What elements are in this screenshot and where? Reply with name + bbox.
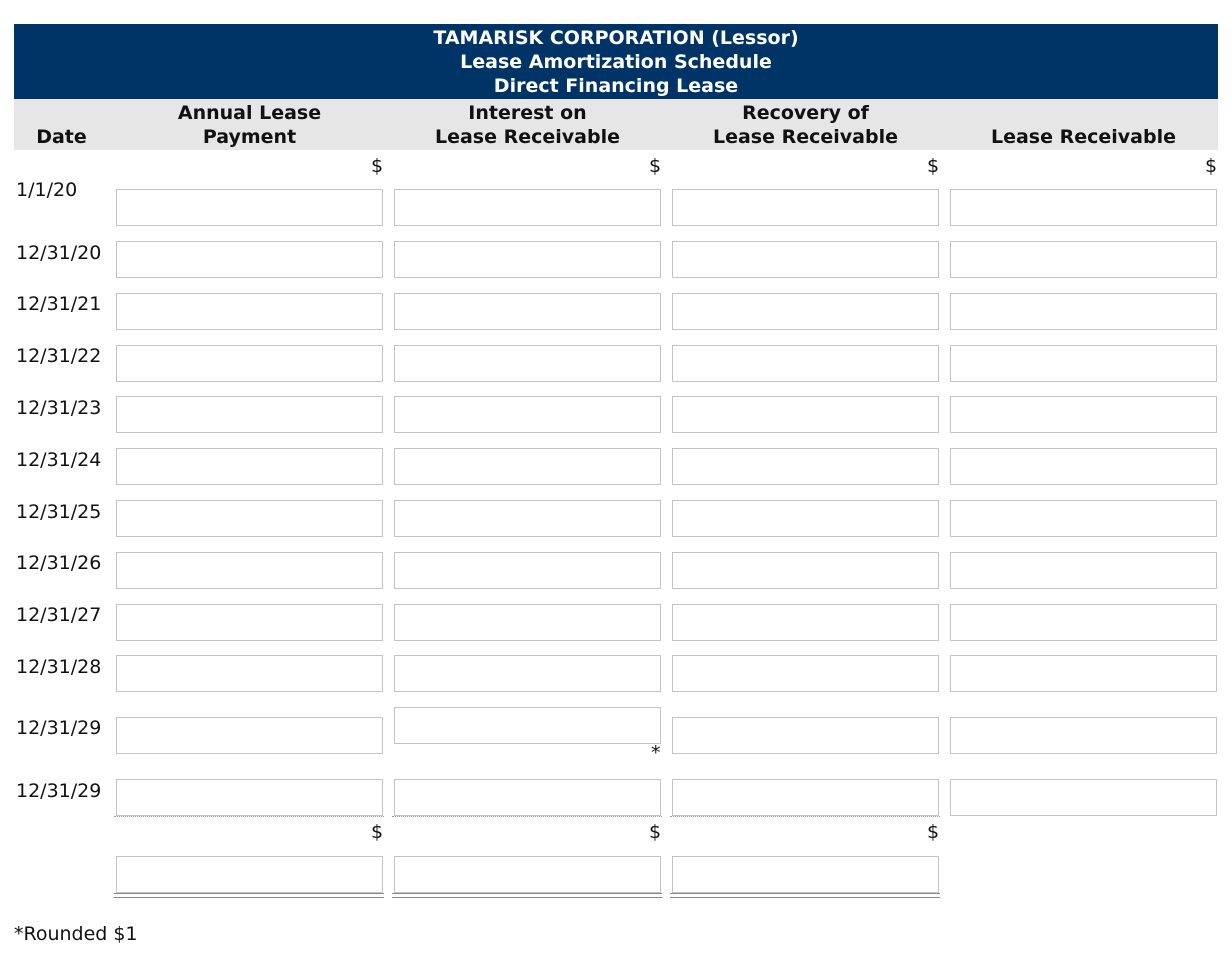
recovery-of-lease-receivable-input[interactable] bbox=[672, 448, 939, 485]
recovery-of-lease-receivable-input[interactable] bbox=[672, 241, 939, 278]
receivable-column-header: Lease Receivable bbox=[990, 126, 1176, 148]
payment-header-line2: Payment bbox=[202, 126, 297, 148]
recovery-of-lease-receivable-input[interactable] bbox=[672, 604, 939, 641]
lease-receivable-input[interactable] bbox=[950, 779, 1217, 816]
interest-on-lease-receivable-input[interactable] bbox=[394, 655, 661, 692]
interest-on-lease-receivable-input[interactable] bbox=[394, 345, 661, 382]
row-date: 1/1/20 bbox=[16, 179, 78, 201]
total-double-rule bbox=[392, 893, 662, 898]
recovery-of-lease-receivable-input[interactable] bbox=[672, 396, 939, 433]
annual-lease-payment-input[interactable] bbox=[116, 655, 383, 692]
recovery-header-line2: Lease Receivable bbox=[712, 126, 898, 148]
schedule-title: Lease Amortization Schedule bbox=[460, 51, 772, 73]
currency-symbol: $ bbox=[649, 155, 662, 177]
row-date: 12/31/23 bbox=[16, 397, 102, 419]
total-annual-lease-payment-input[interactable] bbox=[116, 856, 383, 893]
currency-symbol: $ bbox=[371, 821, 384, 843]
interest-on-lease-receivable-input[interactable] bbox=[394, 293, 661, 330]
lease-receivable-input[interactable] bbox=[950, 552, 1217, 589]
annual-lease-payment-input[interactable] bbox=[116, 717, 383, 754]
interest-header-line2: Lease Receivable bbox=[434, 126, 620, 148]
recovery-of-lease-receivable-input[interactable] bbox=[672, 655, 939, 692]
subtotal-rule bbox=[392, 816, 662, 817]
rounding-footnote: *Rounded $1 bbox=[14, 923, 138, 945]
recovery-of-lease-receivable-input[interactable] bbox=[672, 293, 939, 330]
annual-lease-payment-input[interactable] bbox=[116, 189, 383, 226]
annual-lease-payment-input[interactable] bbox=[116, 552, 383, 589]
recovery-column-header bbox=[672, 101, 939, 149]
row-date: 12/31/27 bbox=[16, 604, 102, 626]
subtotal-rule bbox=[670, 816, 940, 817]
interest-on-lease-receivable-input[interactable] bbox=[394, 604, 661, 641]
schedule-title-band bbox=[14, 24, 1218, 99]
interest-on-lease-receivable-input[interactable] bbox=[394, 500, 661, 537]
recovery-of-lease-receivable-input[interactable] bbox=[672, 500, 939, 537]
interest-on-lease-receivable-input[interactable] bbox=[394, 448, 661, 485]
annual-lease-payment-input[interactable] bbox=[116, 293, 383, 330]
lease-receivable-input[interactable] bbox=[950, 396, 1217, 433]
currency-symbol: $ bbox=[927, 821, 940, 843]
row-date: 12/31/24 bbox=[16, 449, 102, 471]
currency-symbol: $ bbox=[927, 155, 940, 177]
interest-on-lease-receivable-input[interactable] bbox=[394, 779, 661, 816]
annual-lease-payment-input[interactable] bbox=[116, 779, 383, 816]
payment-column-header bbox=[116, 101, 383, 149]
lease-receivable-input[interactable] bbox=[950, 500, 1217, 537]
recovery-of-lease-receivable-input[interactable] bbox=[672, 717, 939, 754]
interest-on-lease-receivable-input[interactable] bbox=[394, 552, 661, 589]
lease-receivable-input[interactable] bbox=[950, 189, 1217, 226]
annual-lease-payment-input[interactable] bbox=[116, 345, 383, 382]
lease-type-title: Direct Financing Lease bbox=[493, 75, 739, 97]
lease-receivable-input[interactable] bbox=[950, 604, 1217, 641]
row-date: 12/31/20 bbox=[16, 242, 102, 264]
total-double-rule bbox=[114, 893, 384, 898]
total-recovery-input[interactable] bbox=[672, 856, 939, 893]
annual-lease-payment-input[interactable] bbox=[116, 396, 383, 433]
annual-lease-payment-input[interactable] bbox=[116, 604, 383, 641]
date-column-header: Date bbox=[36, 126, 87, 148]
recovery-of-lease-receivable-input[interactable] bbox=[672, 552, 939, 589]
interest-on-lease-receivable-input[interactable] bbox=[394, 707, 661, 744]
row-date: 12/31/22 bbox=[16, 345, 102, 367]
lease-receivable-input[interactable] bbox=[950, 241, 1217, 278]
rounded-marker: * bbox=[651, 742, 661, 764]
annual-lease-payment-input[interactable] bbox=[116, 241, 383, 278]
interest-on-lease-receivable-input[interactable] bbox=[394, 241, 661, 278]
row-date: 12/31/29 bbox=[16, 717, 102, 739]
row-date: 12/31/25 bbox=[16, 501, 102, 523]
lease-receivable-input[interactable] bbox=[950, 717, 1217, 754]
annual-lease-payment-input[interactable] bbox=[116, 448, 383, 485]
recovery-of-lease-receivable-input[interactable] bbox=[672, 779, 939, 816]
row-date: 12/31/21 bbox=[16, 293, 102, 315]
interest-header-line1: Interest on bbox=[468, 102, 587, 124]
recovery-header-line1: Recovery of bbox=[742, 102, 869, 124]
row-date: 12/31/28 bbox=[16, 656, 102, 678]
interest-on-lease-receivable-input[interactable] bbox=[394, 189, 661, 226]
annual-lease-payment-input[interactable] bbox=[116, 500, 383, 537]
lease-receivable-input[interactable] bbox=[950, 293, 1217, 330]
lease-receivable-input[interactable] bbox=[950, 345, 1217, 382]
currency-symbol: $ bbox=[1205, 155, 1218, 177]
currency-symbol: $ bbox=[371, 155, 384, 177]
lease-receivable-input[interactable] bbox=[950, 448, 1217, 485]
row-date: 12/31/26 bbox=[16, 552, 102, 574]
subtotal-rule bbox=[114, 816, 384, 817]
total-interest-input[interactable] bbox=[394, 856, 661, 893]
recovery-of-lease-receivable-input[interactable] bbox=[672, 189, 939, 226]
recovery-of-lease-receivable-input[interactable] bbox=[672, 345, 939, 382]
row-date: 12/31/29 bbox=[16, 780, 102, 802]
interest-column-header bbox=[394, 101, 661, 149]
currency-symbol: $ bbox=[649, 821, 662, 843]
payment-header-line1: Annual Lease bbox=[177, 102, 322, 124]
company-title: TAMARISK CORPORATION (Lessor) bbox=[433, 27, 799, 49]
interest-on-lease-receivable-input[interactable] bbox=[394, 396, 661, 433]
lease-receivable-input[interactable] bbox=[950, 655, 1217, 692]
total-double-rule bbox=[670, 893, 940, 898]
